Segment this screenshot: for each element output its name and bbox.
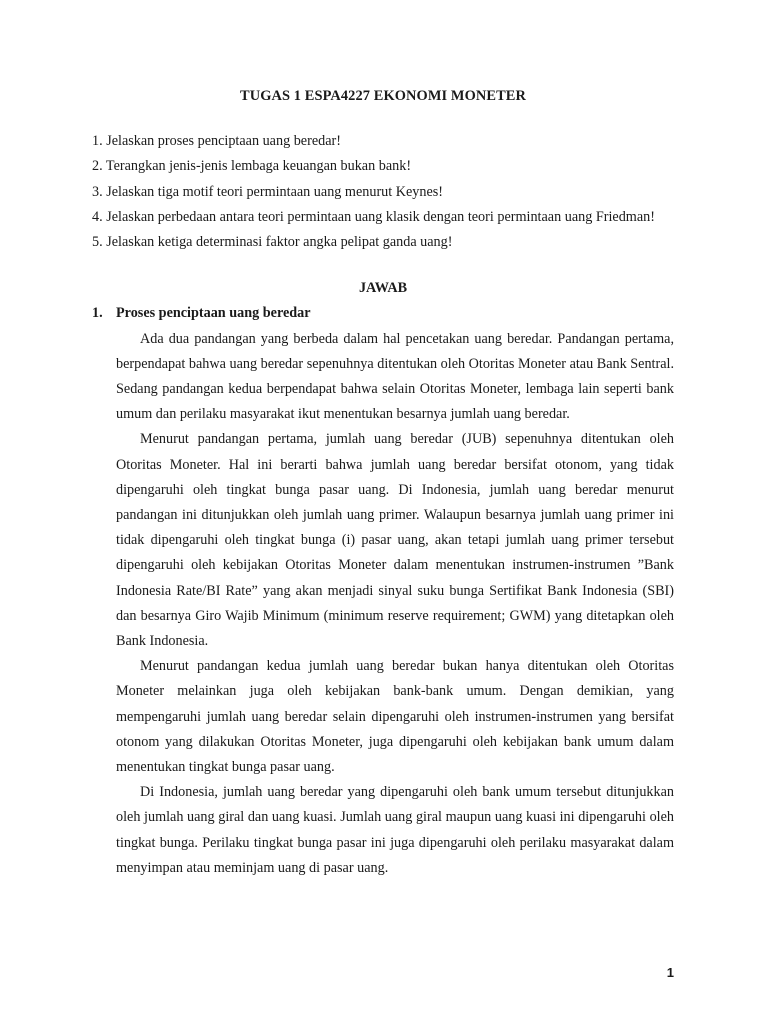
question-item: 2. Terangkan jenis-jenis lembaga keuangan bukan bank! [92,158,412,175]
document-title: TUGAS 1 ESPA4227 EKONOMI MONETER [240,88,526,104]
body-paragraph: Menurut pandangan kedua jumlah uang beredar bukan hanya ditentukan oleh Otoritas Moneter melainkan juga oleh kebijakan bank-bank umum. Dengan demikian, yang mempengaruhi jumlah uang beredar selain dipengaruhi oleh instrumen-instrumen yang bersifat otonom yang dilakukan Otoritas Moneter, juga dipengaruhi oleh kebijakan bank umum dalam menentukan tingkat bunga pasar uang. [116,658,674,776]
question-item: 1. Jelaskan proses penciptaan uang beredar! [92,133,341,150]
question-item: 3. Jelaskan tiga motif teori permintaan uang menurut Keynes! [92,183,444,200]
section-body [92,327,674,881]
body-paragraph: Di Indonesia, jumlah uang beredar yang dipengaruhi oleh bank umum tersebut ditunjukkan oleh jumlah uang giral dan uang kuasi. Jumlah uang giral maupun uang kuasi ini dipengaruhi oleh tingkat bunga. Perilaku tingkat bunga pasar ini juga dipengaruhi oleh perilaku masyarakat dalam menyimpan atau meminjam uang di pasar uang. [116,784,674,876]
section-number: 1. [92,305,103,322]
answer-heading: JAWAB [358,280,408,297]
document-page [92,84,674,881]
question-item: 4. Jelaskan perbedaan antara teori permintaan uang klasik dengan teori permintaan uang Friedman! [92,208,655,225]
question-list [92,129,674,255]
question-item: 5. Jelaskan ketiga determinasi faktor angka pelipat ganda uang! [92,234,453,251]
section-title: Proses penciptaan uang beredar [116,305,311,322]
section-heading [92,301,674,326]
page-number: 1 [666,965,674,980]
body-paragraph: Ada dua pandangan yang berbeda dalam hal pencetakan uang beredar. Pandangan pertama, berpendapat bahwa uang beredar sepenuhnya ditentukan oleh Otoritas Moneter atau Bank Sentral. Sedang pandangan kedua berpendapat bahwa selain Otoritas Moneter, lembaga lain seperti bank umum dan perilaku masyarakat ikut menentukan besarnya jumlah uang beredar. [116,330,674,423]
body-paragraph: Menurut pandangan pertama, jumlah uang beredar (JUB) sepenuhnya ditentukan oleh Otoritas Moneter. Hal ini berarti bahwa jumlah uang beredar bersifat otonom, yang tidak dipengaruhi oleh tingkat bunga pasar uang. Di Indonesia, jumlah uang beredar menurut pandangan ini ditunjukkan oleh jumlah uang primer. Walaupun besarnya jumlah uang primer ini tidak dipengaruhi oleh tingkat bunga (i) pasar uang, akan tetapi jumlah uang primer tersebut dipengaruhi oleh kebijakan Otoritas Moneter dalam menentukan instrumen-instrumen ”Bank Indonesia Rate/BI Rate” yang akan menjadi sinyal suku bunga Sertifikat Bank Indonesia (SBI) dan besarnya Giro Wajib Minimum (minimum reserve requirement; GWM) yang ditetapkan oleh Bank Indonesia. [116,431,674,650]
